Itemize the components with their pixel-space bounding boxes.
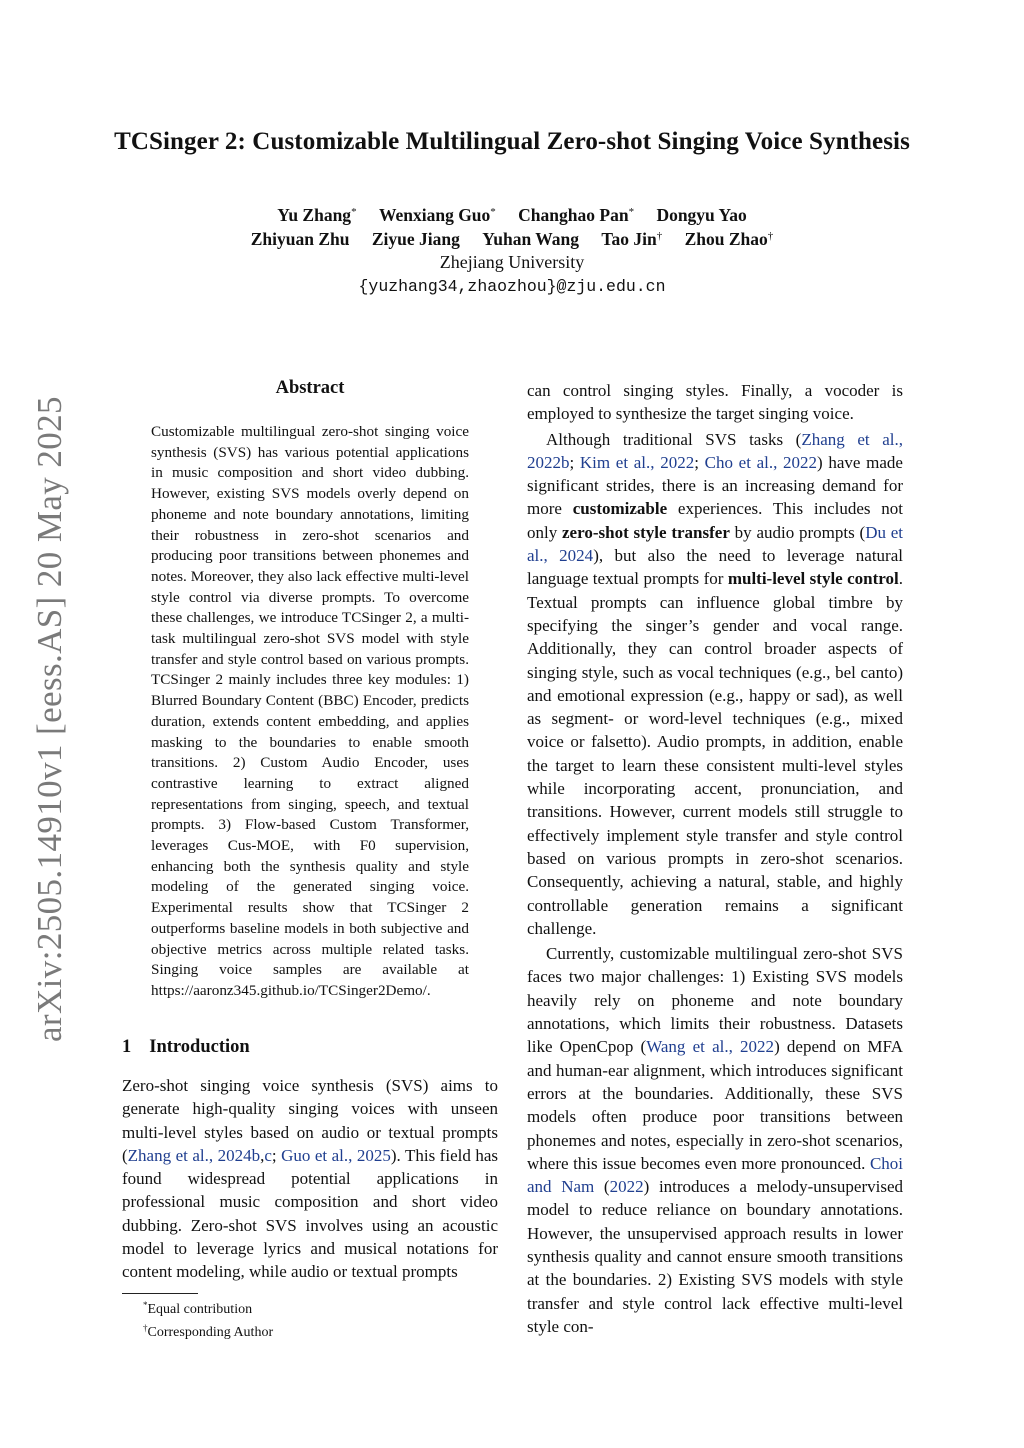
intro-paragraph: can control singing styles. Finally, a vocoder is employed to synthesize the target singing voice. <box>527 381 903 424</box>
intro-paragraph-left: Zero-shot singing voice synthesis (SVS) aims to generate high-quality singing voices with unseen multi-level styles based on audio or textual prompts (Zhang et al., 2024b,c; Guo et al., 2025). This field has found widespread potential applications in professional music composition and short video dubbing. Zero-shot SVS involves using an acoustic model to leverage lyrics and musical notations for content modeling, while audio or textual prompts <box>122 1076 498 1282</box>
footnotes <box>143 1296 273 1342</box>
citation-link[interactable]: Du et al., 2024 <box>527 522 904 566</box>
author-line-1 <box>0 205 1024 226</box>
section-heading <box>122 1037 250 1058</box>
author: Ziyue Jiang <box>371 229 460 249</box>
section-number: 1 <box>122 1037 132 1057</box>
author-email[interactable]: {yuzhang34,zhaozhou}@zju.edu.cn <box>358 277 666 296</box>
citation-link[interactable]: Zhang et al., 2022b <box>527 429 903 472</box>
citation-link[interactable]: 2022 <box>609 1177 644 1197</box>
author: Dongyu Yao <box>656 205 747 225</box>
intro-paragraph: Although traditional SVS tasks (Zhang et al., 2022b; Kim et al., 2022; Cho et al., 2022) have made significant strides, there is an increasing demand for more customizable experiences. This includes not only zero-shot style transfer by audio prompts (Du et al., 2024), but also the need to leverage natural language textual prompts for multi-level style control. Textual prompts can influence global timbre by specifying the singer’s gender and vocal range. Additionally, they can control broader aspects of singing style, such as vocal techniques (e.g., bel canto) and emotional expression (e.g., happy or sad), as well as segment- or word-level techniques (e.g., mixed voice or falsetto). Audio prompts, in addition, enable the target to learn these consistent multi-level styles while incorporating accent, pronunciation, and transitions. However, current models still struggle to effectively implement style transfer and style control based on various prompts in zero-shot scenarios. Consequently, achieving a natural, stable, and highly controllable generation remains a significant challenge. <box>527 429 904 938</box>
citation-link[interactable]: Kim et al., 2022 <box>579 452 695 472</box>
author: Yu Zhang* <box>277 205 357 225</box>
citation-link[interactable]: Guo et al., 2025 <box>281 1145 391 1165</box>
citation-link[interactable]: Zhang et al., 2024b <box>127 1145 261 1165</box>
paper-title: TCSinger 2: Customizable Multilingual Zero-shot Singing Voice Synthesis <box>114 128 910 155</box>
footnote-equal: *Equal contribution <box>143 1300 253 1317</box>
citation-link[interactable]: c <box>264 1145 272 1165</box>
author-line-2 <box>0 229 1024 250</box>
author: Zhiyuan Zhu <box>250 229 350 249</box>
citation-link[interactable]: Cho et al., 2022 <box>704 452 818 472</box>
citation-link[interactable]: Choi and Nam <box>527 1153 903 1197</box>
right-column <box>527 379 903 1338</box>
author: Zhou Zhao† <box>684 229 774 249</box>
arxiv-identifier: arXiv:2505.14910v1 [eess.AS] 20 May 2025 <box>30 396 69 1042</box>
affiliation: Zhejiang University <box>439 252 585 272</box>
section-title: Introduction <box>149 1037 250 1057</box>
abstract-heading: Abstract <box>275 378 345 398</box>
author: Tao Jin† <box>601 229 663 249</box>
author: Wenxiang Guo* <box>378 205 496 225</box>
footnote-rule <box>122 1293 198 1294</box>
citation-link[interactable]: Wang et al., 2022 <box>646 1037 775 1057</box>
footnote-corresponding: †Corresponding Author <box>143 1323 274 1340</box>
author: Changhao Pan* <box>518 205 635 225</box>
abstract-text: Customizable multilingual zero-shot singing voice synthesis (SVS) has various potential applications in music composition and short video dubbing. However, existing SVS models overly depend on phoneme and note boundary annotations, limiting their robustness in zero-shot scenarios and producing poor transitions between phonemes and notes. Moreover, they also lack effective multi-level style control via diverse prompts. To overcome these challenges, we introduce TCSinger 2, a multi-task multilingual zero-shot SVS model with style transfer and style control based on various prompts. TCSinger 2 mainly includes three key modules: 1) Blurred Boundary Content (BBC) Encoder, predicts duration, extends content embedding, and applies masking to the boundaries to enable smooth transitions. 2) Custom Audio Encoder, uses contrastive learning to extract aligned representations from singing, speech, and textual prompts. 3) Flow-based Custom Transformer, leverages Cus-MOE, with F0 supervision, enhancing both the synthesis quality and style modeling of the generated singing voice. Experimental results show that TCSinger 2 outperforms baseline models in both subjective and objective metrics across multiple related tasks. Singing voice samples are available at https://aaronz345.github.io/TCSinger2Demo/. <box>151 423 469 999</box>
intro-paragraph: Currently, customizable multilingual zero-shot SVS faces two major challenges: 1) Existing SVS models heavily rely on phoneme and note boundary annotations, which limits their robustness. Datasets like OpenCpop (Wang et al., 2022) depend on MFA and human-ear alignment, which introduces significant errors at the boundaries. Additionally, these SVS models often produce poor transitions between phonemes and notes, especially in zero-shot scenarios, where this issue becomes even more pronounced. Choi and Nam (2022) introduces a melody-unsupervised model to reduce reliance on boundary annotations. However, the unsupervised approach results in lower synthesis quality and cannot ensure smooth transitions at the boundaries. 2) Existing SVS models with style transfer and style control lack effective multi-level style con- <box>527 944 903 1336</box>
author: Yuhan Wang <box>482 229 580 249</box>
